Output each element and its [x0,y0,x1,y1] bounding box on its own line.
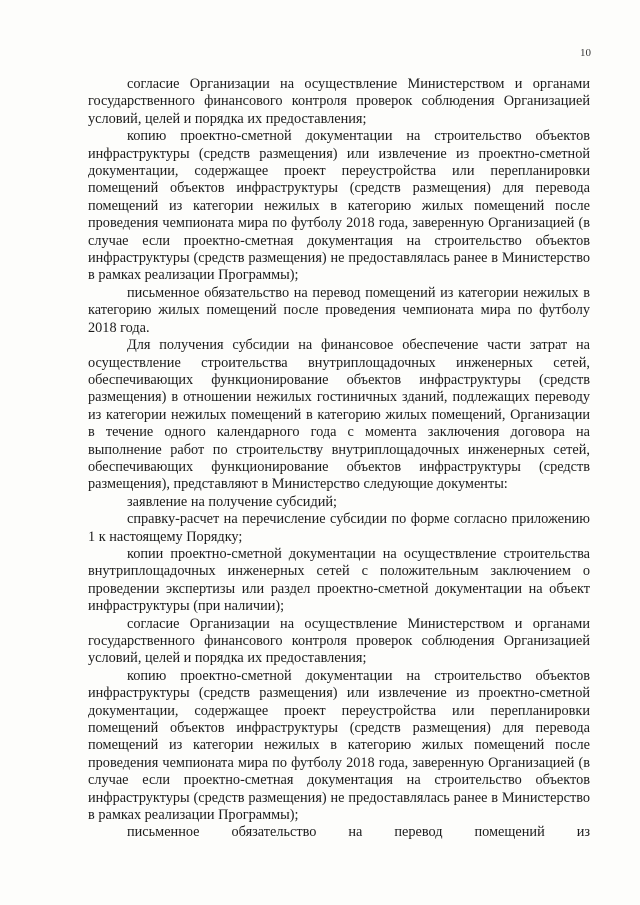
paragraph-subsidy-conditions: Для получения субсидии на финансовое обеспечение части затрат на осуществление строительства внутриплощадочных инженерных сетей, обеспечивающих функционирование объектов инфраструктуры (средств размещения) в отношении нежилых гостиничных зданий, подлежащих переводу из категории нежилых помещений в категорию жилых помещений, Организации в течение одного календарного года с момента заключения договора на выполнение работ по строительству внутриплощадочных инженерных сетей, обеспечивающих функционирование объектов инфраструктуры (средств размещения), представляют в Министерство следующие документы: [88,337,590,493]
page-number: 10 [580,47,591,59]
paragraph-subsidy-application: заявление на получение субсидий; [127,493,337,510]
paragraph-consent: согласие Организации на осуществление Министерством и органами государственного финансового контроля проверок соблюдения Организацией условий, целей и порядка их предоставления; [88,76,590,127]
paragraph-consent-repeat: согласие Организации на осуществление Министерством и органами государственного финансового контроля проверок соблюдения Организацией условий, целей и порядка их предоставления; [88,615,590,667]
paragraph-conversion-obligation: письменное обязательство на перевод помещений из категории нежилых в категорию жилых помещений после проведения чемпионата мира по футболу 2018 года. [88,284,590,336]
paragraph-design-documentation-repeat: копию проектно-сметной документации на строительство объектов инфраструктуры (средств размещения) или извлечение из проектно-сметной документации, содержащее проект переустройства или перепланировки помещений объектов инфраструктуры (средств размещения) для перевода помещений из категории нежилых в категорию жилых помещений после проведения чемпионата мира по футболу 2018 года, заверенную Организацией (в случае если проектно-сметная документация на строительство объектов инфраструктуры (средств размещения) не предоставлялась ранее в Министерство в рамках реализации Программы); [88,667,590,824]
paragraph-networks-documentation: копии проектно-сметной документации на осуществление строительства внутриплощадочных инженерных сетей с положительным заключением о проведении экспертизы или раздел проектно-сметной документации на объект инфраструктуры (при наличии); [88,545,590,615]
paragraph-calculation-certificate: справку-расчет на перечисление субсидии по форме согласно приложению 1 к настоящему Порядку; [88,511,590,545]
document-body [88,76,590,842]
paragraph-design-documentation: копию проектно-сметной документации на строительство объектов инфраструктуры (средств размещения) или извлечение из проектно-сметной документации, содержащее проект переустройства или перепланировки помещений объектов инфраструктуры (средств размещения) для перевода помещений из категории нежилых в категорию жилых помещений после проведения чемпионата мира по футболу 2018 года, заверенную Организацией (в случае если проектно-сметная документация на строительство объектов инфраструктуры (средств размещения) не предоставлялась ранее в Министерство в рамках реализации Программы); [88,128,590,284]
paragraph-obligation-continued: письменное обязательство на перевод помещений из [127,824,590,841]
